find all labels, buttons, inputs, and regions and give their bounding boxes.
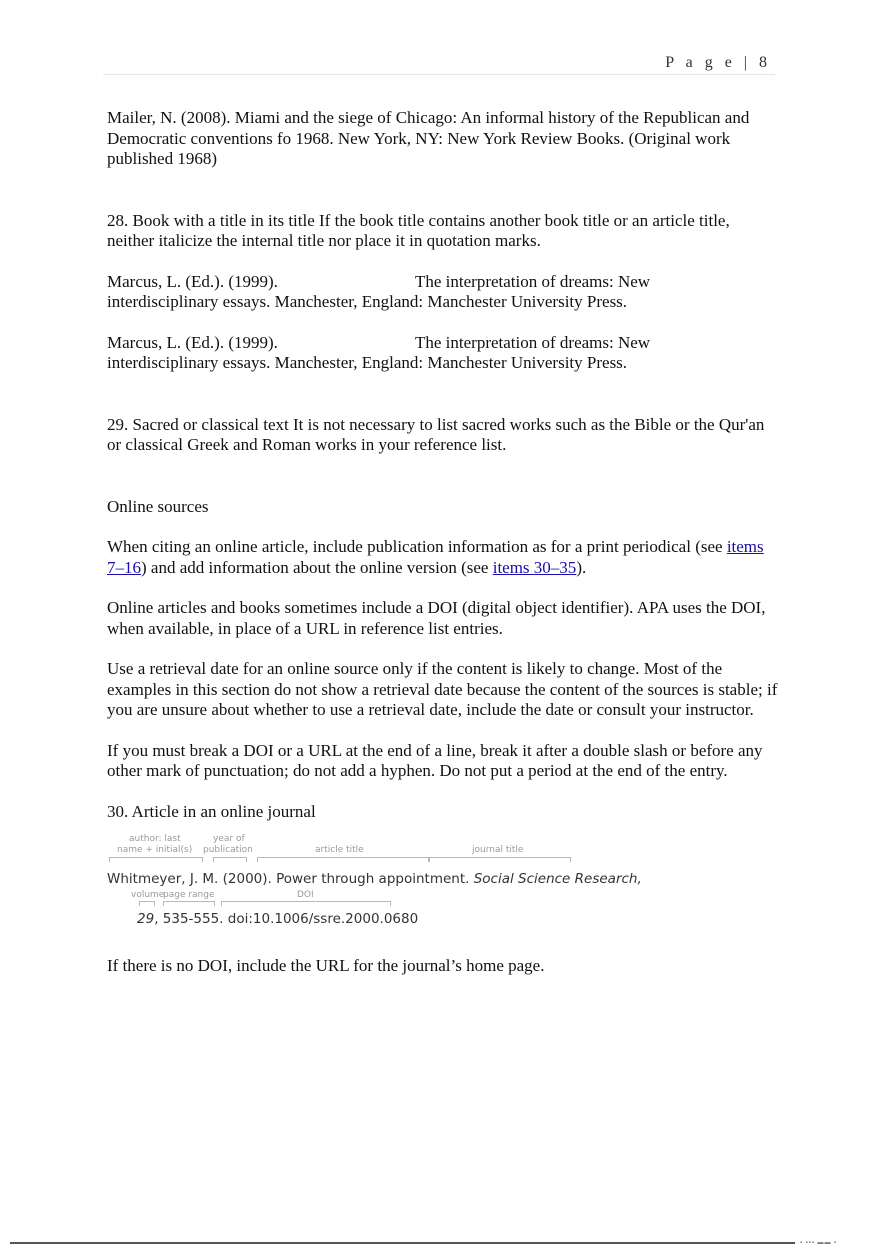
- no-doi-paragraph: If there is no DOI, include the URL for the journal’s home page.: [107, 956, 545, 975]
- bracket-pages: [163, 901, 215, 906]
- retrieval-date-paragraph: Use a retrieval date for an online source only if the content is likely to change. Most of the examples in this section do not show a retrieval date because the content of the sources is stable; if you are unsure about whether to use a retrieval date, include the date or consult your instructor.: [107, 659, 778, 719]
- label-page-range: page range: [163, 890, 215, 900]
- page-number: P a g e | 8: [665, 54, 771, 71]
- reference-marcus-2: Marcus, L. (Ed.). (1999). The interpretation of dreams: New interdisciplinary essays. Manchester, England: Manchester University Press.: [107, 332, 651, 372]
- online-sources-heading: Online sources: [107, 496, 209, 516]
- citation-line-2: 29, 535-555. doi:10.1006/ssre.2000.0680: [137, 911, 419, 927]
- item-28-heading: 28. Book with a title in its title If the book title contains another book title or an article title, neither italicize the internal title nor place it in quotation marks.: [107, 210, 730, 250]
- bracket-doi: [221, 901, 391, 906]
- label-doi: DOI: [297, 890, 314, 900]
- item-30-heading: 30. Article in an online journal: [107, 801, 316, 821]
- label-author-2: name + initial(s): [117, 845, 193, 855]
- bracket-author: [109, 857, 203, 862]
- bracket-volume: [139, 901, 155, 906]
- line-break-paragraph: If you must break a DOI or a URL at the end of a line, break it after a double slash or before any other mark of punctuation; do not add a hyphen. Do not put a period at the end of the entry.: [107, 740, 763, 780]
- footer-rule: [10, 1242, 795, 1244]
- reference-mailer: Mailer, N. (2008). Miami and the siege of Chicago: An informal history of the Republican and Democratic conventions fo 1968. New York, NY: New York Review Books. (Original work published 1968): [107, 108, 750, 168]
- items-7-16-link[interactable]: items 7–16: [107, 537, 764, 577]
- bracket-year: [213, 857, 247, 862]
- label-volume: volume: [131, 890, 165, 900]
- citing-online-paragraph: When citing an online article, include publication information as for a print periodical (see items 7–16) and add information about the online version (see items 30–35).: [107, 537, 764, 577]
- bracket-article: [257, 857, 429, 862]
- item-29-heading: 29. Sacred or classical text It is not necessary to list sacred works such as the Bible or the Qur'an or classical Greek and Roman works in your reference list.: [107, 414, 765, 454]
- label-article-title: article title: [315, 845, 364, 855]
- label-year-2: publication: [203, 845, 253, 855]
- items-30-35-link[interactable]: items 30–35: [492, 557, 577, 577]
- citation-line-1: Whitmeyer, J. M. (2000). Power through appointment. Social Science Research,: [107, 871, 642, 887]
- label-journal-title: journal title: [472, 845, 524, 855]
- label-year: year of: [213, 834, 245, 844]
- bracket-journal: [429, 857, 571, 862]
- footer-marks: ▪ ▪▪▪ ▬▬ ▪: [800, 1240, 838, 1246]
- page-header: [103, 52, 775, 75]
- reference-marcus-1: Marcus, L. (Ed.). (1999). The interpretation of dreams: New interdisciplinary essays. Manchester, England: Manchester University Press.: [107, 271, 651, 311]
- citation-diagram: [107, 834, 642, 934]
- label-author: author: last: [129, 834, 181, 844]
- doi-paragraph: Online articles and books sometimes include a DOI (digital object identifier). APA uses the DOI, when available, in place of a URL in reference list entries.: [107, 598, 766, 638]
- document-body: [107, 108, 779, 977]
